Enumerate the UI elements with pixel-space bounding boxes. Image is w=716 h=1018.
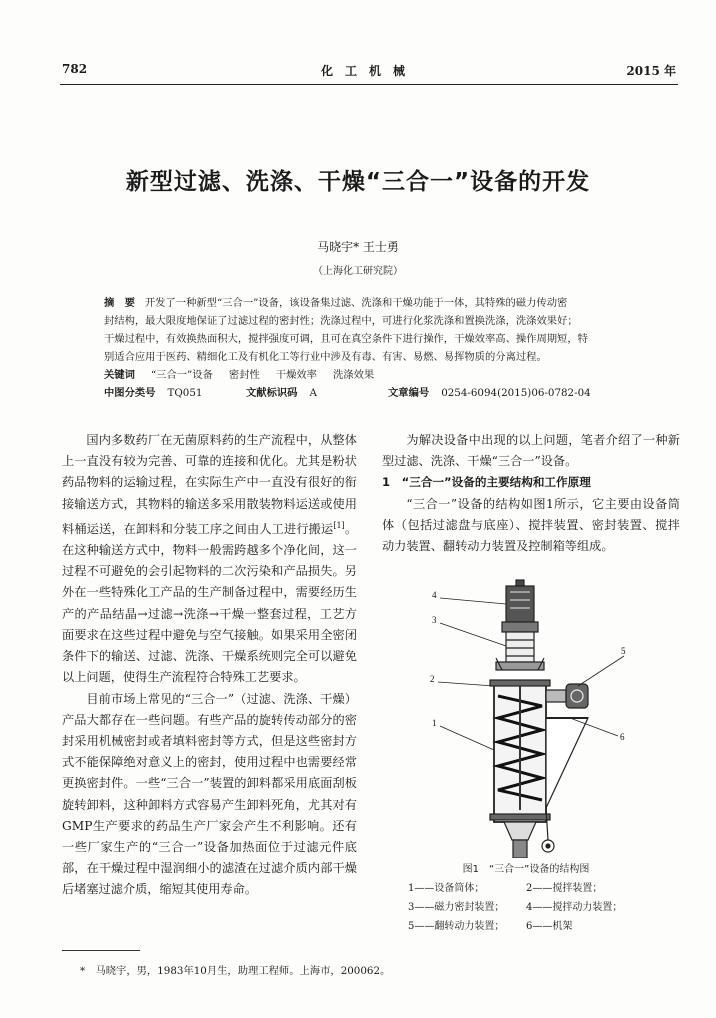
header-rule [60, 84, 678, 85]
article-no-value: 0254-6094(2015)06-0782-04 [441, 387, 591, 399]
abstract-block [104, 294, 644, 402]
keyword: 密封性 [228, 369, 260, 381]
keywords-label: 关键词 [104, 369, 135, 381]
running-header [62, 62, 676, 82]
abstract-line: 别适合应用于医药、精细化工及有机化工等行业中涉及有毒、有害、易燃、易挥物质的分离过程。 [104, 351, 547, 363]
page-number: 782 [62, 62, 88, 76]
citation-ref: [1] [333, 520, 345, 530]
affiliation: （上海化工研究院） [313, 266, 403, 277]
cls-label: 中图分类号 [104, 387, 156, 399]
authors: 马晓宇* 王士勇 [317, 240, 399, 254]
journal-name: 化工机械 [320, 64, 417, 78]
body-paragraph: “三合一”设备的结构如图1所示，它主要由设备筒体（包括过滤盘与底座）、搅拌装置、密封装置、搅拌动力装置、翻转动力装置及控制箱等组成。 [382, 496, 680, 554]
keywords-row [104, 366, 644, 384]
article-title: 新型过滤、洗涤、干燥“三合一”设备的开发 [125, 169, 591, 195]
author-footnote: * 马晓宇，男，1983年10月生，助理工程师。上海市，200062。 [80, 965, 391, 977]
cls-value: TQ051 [167, 387, 203, 399]
body-paragraph: 为解决设备中出现的以上问题，笔者介绍了一种新型过滤、洗涤、干燥“三合一”设备。 [382, 433, 680, 469]
abstract-line: 干燥过程中，有效换热面积大，搅拌强度可调，且可在真空条件下进行操作，干燥效率高、操作周期短，特 [104, 333, 588, 345]
doc-code-label: 文献标识码 [246, 387, 298, 399]
legend-item: 2——搅拌装置； [526, 883, 603, 894]
callout-1: 1 [432, 718, 437, 728]
legend-item: 4——搅拌动力装置； [526, 902, 623, 913]
year: 2015 年 [626, 64, 676, 78]
body-paragraph: 国内多数药厂在无菌原料药的生产流程中，从整体上一直没有较为完善、可靠的连接和优化。尤其是粉状药品物料的运输过程，在实际生产中一直没有很好的衔接输送方式，其物料的输送多采用散装物料运送或使用料桶运送，在卸料和分装工序之间由人工进行搬运[1]。在这种输送方式中，物料一般需跨越多个净化间，这一过程不可避免的会引起物料的二次污染和产品损失。另外在一些特殊化工产品的生产制备过程中，需要经历生产的产品结晶→过滤→洗涤→干燥一整套过程，工艺方面要求在这些过程中避免与空气接触。如果采用全密闭条件下的输送、过滤、洗涤、干燥系统则完全可以避免以上问题，使得生产流程符合特殊工艺要求。 [62, 433, 358, 685]
abstract-line: 封结构，最大限度地保证了过滤过程的密封性；洗涤过程中，可进行化浆洗涤和置换洗涤，洗涤效果好； [104, 315, 578, 327]
body-paragraph: 目前市场上常见的“三合一”（过滤、洗涤、干燥）产品大都存在一些问题。有些产品的旋转传动部分的密封采用机械密封或者填料密封等方式，但是这些密封方式不能保障绝对意义上的密封，使用过程中也需要经常更换密封件。一些“三合一”装置的卸料都采用底面刮板旋转卸料，这种卸料方式容易产生卸料死角，尤其对有GMP生产要求的药品生产厂家会产生不利影响。还有一些厂家生产的“三合一”设备加热面位于过滤元件底部，在干燥过程中湿润细小的滤渣在过滤介质内部干燥后堵塞过滤介质，缩短其使用寿命。 [62, 691, 357, 897]
figure-caption-block [408, 860, 644, 936]
legend-item: 3——磁力密封装置； [408, 902, 505, 913]
figure-caption: 图1 “三合一”设备的结构图 [462, 864, 590, 875]
keyword: “三合一”设备 [150, 369, 213, 381]
legend-item: 1——设备筒体； [408, 883, 485, 894]
footnote-rule [62, 950, 140, 951]
frame-icon [546, 718, 588, 808]
abstract-line: 摘 要 开发了一种新型“三合一”设备，该设备集过滤、洗涤和干燥功能于一体，其特殊的磁力传动密 [104, 297, 568, 309]
keyword: 干燥效率 [275, 369, 317, 381]
callout-6: 6 [620, 732, 625, 742]
legend-item: 6——机架 [526, 921, 573, 932]
gear-motor-icon [566, 684, 588, 708]
keyword: 洗涤效果 [332, 369, 375, 381]
left-column [62, 430, 357, 901]
legend-item: 5——翻转动力装置； [408, 921, 505, 932]
callout-5: 5 [621, 646, 626, 656]
callout-3: 3 [432, 615, 437, 625]
article-no-label: 文章编号 [388, 387, 430, 399]
doc-code-value: A [309, 387, 317, 399]
classification-row [104, 384, 644, 402]
callout-2: 2 [430, 674, 435, 684]
right-column [382, 430, 680, 557]
equipment-diagram [410, 578, 640, 858]
callout-4: 4 [432, 590, 437, 600]
abstract-label: 摘 要 [104, 297, 135, 309]
section-heading: 1 “三合一”设备的主要结构和工作原理 [382, 475, 591, 490]
